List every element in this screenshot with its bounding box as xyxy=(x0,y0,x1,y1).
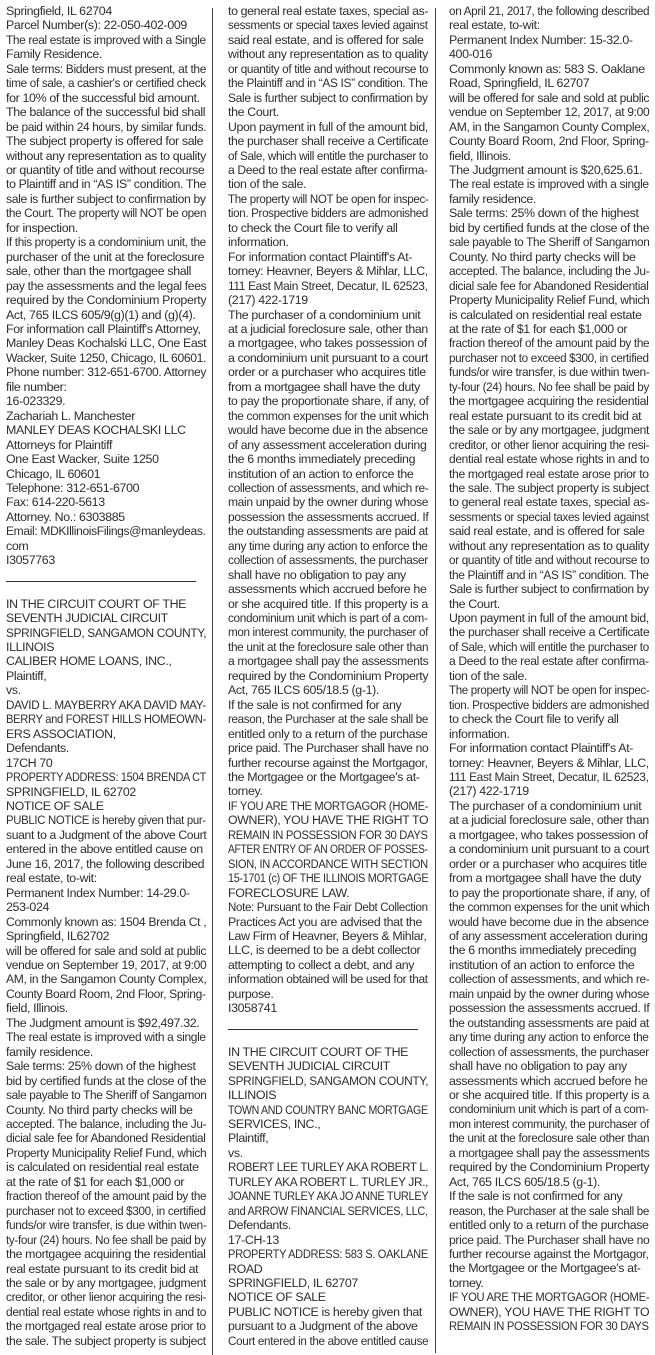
notice-text-line: for inspection. xyxy=(6,220,78,235)
notice-text-line: the Court. xyxy=(228,105,279,120)
notice-text-line: the sale or by any mortgagee, judgment xyxy=(6,1275,207,1290)
notice-text-line: Family Residence. xyxy=(6,47,102,62)
notice-text-line: CALIBER HOME LOANS, INC., xyxy=(6,654,172,669)
notice-text-line: at a judicial foreclosure sale, other than xyxy=(449,813,649,828)
notice-text-line: Sale terms: Bidders must present, at the xyxy=(6,61,207,76)
notice-text-line: Practices Act you are advised that the xyxy=(228,914,423,929)
notice-text-line: dential real estate whose rights in and to xyxy=(6,1304,207,1319)
notice-text-line: field, Illinois. xyxy=(6,1001,68,1016)
notice-text-line: to general real estate taxes, special as- xyxy=(228,4,429,18)
notice-text-line: vendue on September 19, 2017, at 9:00 xyxy=(6,958,207,972)
notice-text-line: vs. xyxy=(6,683,21,698)
notice-text-line: said real estate, and is offered for sale xyxy=(449,524,645,539)
notice-text-line: Sale terms: 25% down of the highest xyxy=(6,1059,196,1074)
notice-text-line: For information contact Plaintiff's At- xyxy=(449,741,634,756)
notice-text-line: Plaintiff, xyxy=(6,668,47,683)
notice-text-line: on April 21, 2017, the following described xyxy=(449,4,650,18)
notice-text-line: Plaintiff, xyxy=(228,1131,269,1146)
notice-text-line: purchaser of the unit at the foreclosure xyxy=(6,249,205,264)
notice-text-line: and ARROW FINANCIAL SERVICES, LLC, xyxy=(228,1203,428,1218)
notice-text-line: NOTICE OF SALE xyxy=(6,799,104,814)
legal-notice-block xyxy=(449,4,649,1334)
notice-text-line: IN THE CIRCUIT COURT OF THE xyxy=(6,596,187,611)
notice-text-line: family residence. xyxy=(6,1044,94,1059)
notice-text-line: Sale is further subject to confirmation by xyxy=(449,582,649,597)
notice-text-line: pursuant to a Judgment of the above xyxy=(228,1319,418,1334)
notice-text-line: entered in the above entitled cause on xyxy=(6,842,203,857)
notice-text-line: REMAIN IN POSSESSION FOR 30 DAYS xyxy=(228,827,428,842)
notice-text-line: PROPERTY ADDRESS: 583 S. OAKLANE xyxy=(228,1247,428,1262)
notice-text-line: accepted. The balance, including the Ju- xyxy=(6,1116,207,1131)
notice-text-line: collection of assessments, and which re- xyxy=(449,972,650,987)
notice-text-line: field, Illinois. xyxy=(449,148,511,163)
notice-text-line: Property Municipality Relief Fund, which xyxy=(449,293,650,308)
notice-text-line: IF YOU ARE THE MORTGAGOR (HOME- xyxy=(449,1290,650,1305)
notice-text-line: assessments which accrued before he xyxy=(449,1073,648,1088)
notice-text-line: any time during any action to enforce the xyxy=(449,1030,649,1045)
notice-text-line: to pay the proportionate share, if any, of xyxy=(228,394,429,409)
notice-text-line: NOTICE OF SALE xyxy=(228,1290,326,1305)
notice-text-line: Zachariah L. Manchester xyxy=(6,408,136,423)
notice-text-line: the mortgaged real estate arose prior to xyxy=(6,1319,206,1334)
notice-text-line: will be offered for sale and sold at public xyxy=(449,90,650,105)
notice-text-line: would have become due in the absence xyxy=(228,423,428,438)
notice-text-line: the Plaintiff and in “AS IS” condition. The xyxy=(449,567,649,582)
notice-text-line: The Judgment amount is $20,625.61. xyxy=(449,162,643,177)
column-2 xyxy=(228,4,428,1348)
notice-text-line: order or a purchaser who acquires title xyxy=(228,365,426,380)
notice-text-line: 17CH 70 xyxy=(6,755,53,770)
notice-text-line: information obtained will be used for that xyxy=(228,972,428,987)
notice-text-line: the sale or by any mortgagee, judgment xyxy=(449,423,650,438)
notice-text-line: 17-CH-13 xyxy=(228,1232,279,1247)
notice-text-line: com xyxy=(6,538,29,553)
notice-text-line: tion. Prospective bidders are admonished xyxy=(228,206,428,221)
notice-text-line: the Mortgagee or the Mortgagee's at- xyxy=(449,1261,641,1276)
notice-text-line: torney: Heavner, Beyers & Mihlar, LLC, xyxy=(228,264,428,279)
notice-text-line: suant to a Judgment of the above Court xyxy=(6,827,207,842)
notice-text-line: AM, in the Sangamon County Complex, xyxy=(449,119,650,134)
notice-text-line: (217) 422-1719 xyxy=(228,293,308,308)
notice-text-line: SION, IN ACCORDANCE WITH SECTION xyxy=(228,856,428,871)
notice-text-line: sale, other than the mortgagee shall xyxy=(6,264,192,279)
notice-text-line: any time during any action to enforce the xyxy=(228,538,428,553)
notice-text-line: the unit at the foreclosure sale other than xyxy=(228,639,429,654)
notice-text-line: funds/or wire transfer, is due within twen- xyxy=(449,365,650,380)
notice-text-line: The real estate is improved with a Single xyxy=(6,32,206,47)
notice-text-line: at the rate of $1 for each $1,000 or xyxy=(449,321,628,336)
notice-text-line: 253-024 xyxy=(6,900,50,915)
notice-text-line: ty-four (24) hours. No fee shall be paid by xyxy=(6,1232,206,1247)
notice-text-line: If the sale is not confirmed for any xyxy=(228,697,402,712)
notice-text-line: Springfield, IL62702 xyxy=(6,929,110,944)
notice-text-line: TOWN AND COUNTRY BANC MORTGAGE xyxy=(228,1102,428,1117)
notice-text-line: for 10% of the successful bid amount. xyxy=(6,90,200,105)
notice-separator-rule xyxy=(228,1029,418,1030)
notice-text-line: or quantity of title and without recourse to xyxy=(228,61,429,76)
notice-text-line: real estate pursuant to its credit bid at xyxy=(449,408,642,423)
notice-text-line: fraction thereof of the amount paid by the xyxy=(449,336,650,351)
notice-text-line: the mortgagee acquiring the residential xyxy=(449,394,649,409)
notice-text-line: attempting to collect a debt, and any xyxy=(228,957,415,972)
notice-text-line: The real estate is improved with a single xyxy=(6,1030,206,1045)
notice-text-line: DAVID L. MAYBERRY AKA DAVID MAY- xyxy=(6,697,206,712)
notice-text-line: entitled only to a return of the purchase xyxy=(449,1218,649,1233)
notice-text-line: Act, 765 ILCS 605/9(g)(1) and (g)(4). xyxy=(6,307,196,322)
notice-text-line: The purchaser of a condominium unit xyxy=(228,307,421,322)
notice-text-line: collection of assessments, and which re- xyxy=(228,480,429,495)
notice-text-line: torney. xyxy=(228,784,263,799)
notice-text-line: of Sale, which will entitle the purchaser to xyxy=(449,639,649,654)
notice-text-line: at a judicial foreclosure sale, other than xyxy=(228,321,428,336)
notice-text-line: I3058741 xyxy=(228,1001,277,1016)
notice-text-line: Fax: 614-220-5613 xyxy=(6,495,105,510)
notice-text-line: the purchaser shall receive a Certificate xyxy=(449,625,650,640)
notice-text-line: tion of the sale. xyxy=(449,668,528,683)
notice-text-line: The balance of the successful bid shall xyxy=(6,105,206,120)
notice-text-line: price paid. The Purchaser shall have no xyxy=(228,741,429,756)
notice-text-line: to check the Court file to verify all xyxy=(228,220,398,235)
notice-text-line: Manley Deas Kochalski LLC, One East xyxy=(6,336,207,351)
notice-text-line: required by the Condominium Property xyxy=(449,1160,650,1175)
notice-text-line: a condominium unit pursuant to a court xyxy=(449,842,649,857)
notice-text-line: vendue on September 12, 2017, at 9:00 xyxy=(449,105,650,120)
notice-text-line: If the sale is not confirmed for any xyxy=(449,1189,623,1204)
legal-notice-block xyxy=(228,4,428,1016)
notice-text-line: a Deed to the real estate after confirma- xyxy=(449,654,649,669)
notice-text-line: ERS ASSOCIATION, xyxy=(6,726,116,741)
notice-text-line: (217) 422-1719 xyxy=(449,784,529,799)
notice-text-line: SPRINGFIELD, IL 62707 xyxy=(228,1275,358,1290)
notice-text-line: June 16, 2017, the following described xyxy=(6,856,205,871)
notice-text-line: torney: Heavner, Beyers & Mihlar, LLC, xyxy=(449,755,649,770)
notice-text-line: County. No third party checks will be xyxy=(449,249,636,264)
notice-text-line: purchaser not to exceed $300, in certified xyxy=(449,350,649,365)
notice-text-line: institution of an action to enforce the xyxy=(228,466,414,481)
notice-text-line: is calculated on residential real estate xyxy=(449,307,642,322)
notice-text-line: Upon payment in full of the amount bid, xyxy=(228,119,428,134)
notice-text-line: creditor, or other lienor acquiring the resi- xyxy=(449,437,650,452)
notice-text-line: is calculated on residential real estate xyxy=(6,1160,199,1175)
notice-text-line: to general real estate taxes, special as- xyxy=(449,495,650,510)
notice-text-line: the common expenses for the unit which xyxy=(228,408,429,423)
notice-text-line: FORECLOSURE LAW. xyxy=(228,885,350,900)
notice-text-line: tion. Prospective bidders are admonished xyxy=(449,697,649,712)
notice-text-line: the sale. The subject property is subject xyxy=(449,480,649,495)
notice-text-line: Attorney. No.: 6303885 xyxy=(6,509,125,524)
notice-text-line: purchaser not to exceed $300, in certified xyxy=(6,1203,206,1218)
notice-text-line: Note: Pursuant to the Fair Debt Collection xyxy=(228,900,428,915)
notice-text-line: information. xyxy=(449,726,510,741)
notice-text-line: Commonly known as: 583 S. Oaklane xyxy=(449,61,645,76)
notice-text-line: Phone number: 312-651-6700. Attorney xyxy=(6,365,207,380)
notice-text-line: torney. xyxy=(449,1275,484,1290)
notice-text-line: Road, Springfield, IL 62707 xyxy=(449,76,590,91)
notice-text-line: accepted. The balance, including the Ju- xyxy=(449,264,650,279)
notice-text-line: pay the assessments and the legal fees xyxy=(6,278,207,293)
notice-text-line: price paid. The Purchaser shall have no xyxy=(449,1232,650,1247)
notice-text-line: a mortgagee, who takes possession of xyxy=(228,336,427,351)
notice-text-line: dicial sale fee for Abandoned Residential xyxy=(6,1131,206,1146)
notice-text-line: fraction thereof of the amount paid by the xyxy=(6,1189,207,1204)
notice-text-line: OWNER), YOU HAVE THE RIGHT TO xyxy=(449,1304,650,1319)
notice-text-line: file number: xyxy=(6,379,67,394)
notice-text-line: Attorneys for Plaintiff xyxy=(6,437,113,452)
notice-text-line: 111 East Main Street, Decatur, IL 62523, xyxy=(449,770,649,785)
notice-text-line: the outstanding assessments are paid at xyxy=(228,524,428,539)
notice-text-line: 400-016 xyxy=(449,47,493,62)
notice-text-line: The real estate is improved with a single xyxy=(449,177,649,192)
notice-text-line: collection of assessments, the purchaser xyxy=(449,1044,649,1059)
notice-text-line: without any representation as to quality xyxy=(449,538,649,553)
notice-text-line: Upon payment in full of the amount bid, xyxy=(449,611,649,626)
notice-text-line: Chicago, IL 60601 xyxy=(6,466,101,481)
notice-text-line: or she acquired title. If this property is a xyxy=(228,596,428,611)
notice-text-line: SERVICES, INC., xyxy=(228,1116,321,1131)
column-3 xyxy=(449,4,649,1334)
notice-text-line: Parcel Number(s): 22-050-402-009 xyxy=(6,18,187,33)
notice-text-line: time of sale, a cashier's or certified check xyxy=(6,76,206,91)
notice-text-line: purpose. xyxy=(228,986,274,1001)
notice-text-line: IN THE CIRCUIT COURT OF THE xyxy=(228,1044,409,1059)
notice-text-line: Court entered in the above entitled cause xyxy=(228,1333,429,1348)
notice-text-line: tion of the sale. xyxy=(228,177,307,192)
notice-text-line: dential real estate whose rights in and to xyxy=(449,452,650,467)
notice-text-line: Defendants. xyxy=(6,741,69,756)
notice-text-line: the sale. The subject property is subject xyxy=(6,1333,206,1348)
notice-text-line: PUBLIC NOTICE is hereby given that pur- xyxy=(6,813,206,828)
notice-text-line: institution of an action to enforce the xyxy=(449,957,635,972)
notice-separator-rule xyxy=(6,581,196,582)
notice-text-line: the common expenses for the unit which xyxy=(449,900,650,915)
notice-text-line: dicial sale fee for Abandoned Residential xyxy=(449,278,649,293)
notice-text-line: REMAIN IN POSSESSION FOR 30 DAYS xyxy=(449,1319,649,1334)
notice-text-line: If this property is a condominium unit, the xyxy=(6,235,206,250)
notice-text-line: OWNER), YOU HAVE THE RIGHT TO xyxy=(228,813,429,828)
notice-text-line: would have become due in the absence xyxy=(449,914,649,929)
notice-text-line: family residence. xyxy=(449,191,537,206)
notice-text-line: assessments which accrued before he xyxy=(228,582,427,597)
notice-text-line: the Plaintiff and in “AS IS” condition. The xyxy=(228,76,428,91)
notice-text-line: the 6 months immediately preceding xyxy=(449,943,637,958)
notice-text-line: SPRINGFIELD, SANGAMON COUNTY, xyxy=(6,625,207,640)
notice-text-line: of Sale, which will entitle the purchaser to xyxy=(228,148,428,163)
notice-text-line: real estate pursuant to its credit bid at xyxy=(6,1261,199,1276)
notice-text-line: sessments or special taxes levied against xyxy=(449,509,649,524)
notice-text-line: Email: MDKIllinoisFilings@manleydeas. xyxy=(6,524,206,539)
notice-text-line: IF YOU ARE THE MORTGAGOR (HOME- xyxy=(228,798,429,813)
notice-text-line: sessments or special taxes levied against xyxy=(228,18,428,33)
notice-text-line: ty-four (24) hours. No fee shall be paid by xyxy=(449,379,649,394)
notice-text-line: PUBLIC NOTICE is hereby given that xyxy=(228,1304,423,1319)
notice-text-line: without any representation as to quality xyxy=(228,47,428,62)
notice-text-line: County. No third party checks will be xyxy=(6,1102,193,1117)
notice-text-line: a mortgagee shall pay the assessments xyxy=(228,654,429,669)
notice-text-line: from a mortgagee shall have the duty xyxy=(449,871,641,886)
notice-text-line: sale is further subject to confirmation by xyxy=(6,191,206,206)
notice-text-line: bid by certified funds at the close of the xyxy=(6,1073,207,1088)
notice-text-line: 16-023329. xyxy=(6,394,66,409)
notice-text-line: 15-1701 (c) OF THE ILLINOIS MORTGAGE xyxy=(228,871,429,886)
notice-text-line: Act, 765 ILCS 605/18.5 (g-1). xyxy=(449,1174,601,1189)
notice-text-line: be paid within 24 hours, by similar funds. xyxy=(6,119,207,134)
notice-text-line: ILLINOIS xyxy=(6,640,55,655)
notice-text-line: MANLEY DEAS KOCHALSKI LLC xyxy=(6,423,186,438)
notice-text-line: Defendants. xyxy=(228,1218,291,1233)
notice-text-line: BERRY and FOREST HILLS HOMEOWN- xyxy=(6,712,206,727)
notice-text-line: a mortgagee shall pay the assessments xyxy=(449,1145,650,1160)
notice-text-line: Act, 765 ILCS 605/18.5 (g-1). xyxy=(228,683,380,698)
notice-text-line: ROAD xyxy=(228,1261,263,1276)
notice-text-line: required by the Condominium Property xyxy=(6,293,207,308)
notice-text-line: reason, the Purchaser at the sale shall be xyxy=(228,712,428,727)
notice-text-line: at the rate of $1 for each $1,000 or xyxy=(6,1174,185,1189)
notice-text-line: to Plaintiff and in “AS IS” condition. The xyxy=(6,177,207,192)
notice-text-line: collection of assessments, the purchaser xyxy=(228,553,428,568)
legal-notice-block xyxy=(228,1045,428,1349)
notice-text-line: sale payable to The Sheriff of Sangamon xyxy=(449,235,650,250)
notice-text-line: Sale terms: 25% down of the highest xyxy=(449,206,639,221)
notice-text-line: or quantity of title and without recourse xyxy=(6,162,205,177)
notice-text-line: bid by certified funds at the close of the xyxy=(449,220,650,235)
notice-text-line: the 6 months immediately preceding xyxy=(228,452,416,467)
notice-text-line: shall have no obligation to pay any xyxy=(228,567,406,582)
notice-text-line: or she acquired title. If this property is a xyxy=(449,1087,649,1102)
notice-text-line: of any assessment acceleration during xyxy=(228,437,427,452)
notice-text-line: reason, the Purchaser at the sale shall be xyxy=(449,1203,649,1218)
notice-text-line: a Deed to the real estate after confirma- xyxy=(228,162,428,177)
column-1 xyxy=(6,4,206,1348)
notice-text-line: Law Firm of Heavner, Beyers & Mihlar, xyxy=(228,929,427,943)
notice-text-line: will be offered for sale and sold at public xyxy=(6,943,207,958)
legal-notice-block xyxy=(6,4,206,568)
notice-text-line: the Court. The property will NOT be open xyxy=(6,206,207,221)
notice-text-line: The Judgment amount is $92,497.32. xyxy=(6,1015,200,1030)
notice-text-line: said real estate, and is offered for sale xyxy=(228,32,424,47)
notice-text-line: entitled only to a return of the purchase xyxy=(228,726,428,741)
notice-text-line: order or a purchaser who acquires title xyxy=(449,856,647,871)
notice-text-line: of any assessment acceleration during xyxy=(449,929,648,943)
notice-text-line: TURLEY AKA ROBERT L. TURLEY JR., xyxy=(228,1174,429,1189)
notice-text-line: ILLINOIS xyxy=(228,1088,277,1103)
notice-text-line: AFTER ENTRY OF AN ORDER OF POSSES- xyxy=(228,842,428,857)
notice-text-line: The subject property is offered for sale xyxy=(6,134,204,149)
notice-text-line: vs. xyxy=(228,1145,243,1160)
notice-text-line: shall have no obligation to pay any xyxy=(449,1059,627,1074)
notice-text-line: real estate, to-wit: xyxy=(6,871,97,886)
notice-text-line: condominium unit which is part of a com- xyxy=(228,611,428,626)
column-divider xyxy=(212,8,213,1355)
notice-text-line: For information contact Plaintiff's At- xyxy=(228,249,413,264)
notice-text-line: SEVENTH JUDICIAL CIRCUIT xyxy=(228,1059,390,1074)
notice-text-line: a mortgagee, who takes possession of xyxy=(449,827,648,842)
notice-text-line: Springfield, IL 62704 xyxy=(6,4,112,18)
notice-text-line: Wacker, Suite 1250, Chicago, IL 60601. xyxy=(6,350,207,365)
notice-text-line: further recourse against the Mortgagor, xyxy=(228,755,428,770)
legal-notice-block xyxy=(6,597,206,1349)
notice-text-line: Permanent Index Number: 15-32.0- xyxy=(449,32,633,47)
notice-text-line: LLC, is deemed to be a debt collector xyxy=(228,943,421,958)
notice-text-line: the Court. xyxy=(449,596,500,611)
notice-text-line: ROBERT LEE TURLEY AKA ROBERT L. xyxy=(228,1160,429,1175)
notice-text-line: funds/or wire transfer, is due within twen- xyxy=(6,1218,207,1233)
notice-text-line: to check the Court file to verify all xyxy=(449,712,619,727)
notice-text-line: Commonly known as: 1504 Brenda Ct , xyxy=(6,914,207,929)
notice-text-line: possession the assessments accrued. If xyxy=(228,509,429,524)
notice-text-line: creditor, or other lienor acquiring the resi- xyxy=(6,1290,207,1305)
notice-text-line: the Mortgagee or the Mortgagee's at- xyxy=(228,770,420,785)
notice-text-line: or quantity of title and without recourse to xyxy=(449,553,650,568)
notice-text-line: Telephone: 312-651-6700 xyxy=(6,480,140,495)
notice-text-line: mon interest community, the purchaser of xyxy=(228,625,429,640)
notice-text-line: For information call Plaintiff's Attorney, xyxy=(6,321,201,336)
notice-text-line: from a mortgagee shall have the duty xyxy=(228,379,420,394)
notice-text-line: PROPERTY ADDRESS: 1504 BRENDA CT xyxy=(6,770,206,785)
notice-text-line: Permanent Index Number: 14-29.0- xyxy=(6,885,190,900)
notice-text-line: I3057763 xyxy=(6,553,55,568)
notice-text-line: mon interest community, the purchaser of xyxy=(449,1116,650,1131)
notice-text-line: JOANNE TURLEY AKA JO ANNE TURLEY xyxy=(228,1189,429,1204)
notice-text-line: County Board Room, 2nd Floor, Spring- xyxy=(6,986,206,1001)
notice-text-line: main unpaid by the owner during whose xyxy=(449,986,650,1001)
notice-text-line: 111 East Main Street, Decatur, IL 62523, xyxy=(228,278,428,293)
notice-text-line: to pay the proportionate share, if any, of xyxy=(449,885,650,900)
notice-text-line: the mortgagee acquiring the residential xyxy=(6,1247,206,1262)
notice-text-line: condominium unit which is part of a com- xyxy=(449,1102,649,1117)
notice-text-line: the purchaser shall receive a Certificate xyxy=(228,134,429,149)
notice-text-line: The purchaser of a condominium unit xyxy=(449,798,642,813)
notice-text-line: a condominium unit pursuant to a court xyxy=(228,350,428,365)
notice-text-line: sale payable to The Sheriff of Sangamon xyxy=(6,1088,207,1103)
notice-text-line: the mortgaged real estate arose prior to xyxy=(449,466,649,481)
notice-text-line: One East Wacker, Suite 1250 xyxy=(6,452,159,467)
notice-text-line: the unit at the foreclosure sale other than xyxy=(449,1131,650,1146)
notice-text-line: The property will NOT be open for inspec- xyxy=(449,683,650,698)
notice-text-line: SPRINGFIELD, SANGAMON COUNTY, xyxy=(228,1073,429,1088)
notice-text-line: information. xyxy=(228,235,289,250)
notice-text-line: real estate, to-wit: xyxy=(449,18,540,33)
notice-text-line: possession the assessments accrued. If xyxy=(449,1001,650,1016)
notice-text-line: SPRINGFIELD, IL 62702 xyxy=(6,784,136,799)
notice-text-line: SEVENTH JUDICIAL CIRCUIT xyxy=(6,611,168,626)
notice-text-line: main unpaid by the owner during whose xyxy=(228,495,429,510)
column-divider xyxy=(435,8,436,1353)
notice-text-line: the outstanding assessments are paid at xyxy=(449,1015,649,1030)
notice-text-line: AM, in the Sangamon County Complex, xyxy=(6,972,207,987)
notice-text-line: Sale is further subject to confirmation by xyxy=(228,90,428,105)
notice-text-line: County Board Room, 2nd Floor, Spring- xyxy=(449,134,649,149)
notice-text-line: Property Municipality Relief Fund, which xyxy=(6,1145,207,1160)
notice-text-line: The property will NOT be open for inspec- xyxy=(228,191,429,206)
notice-text-line: required by the Condominium Property xyxy=(228,668,429,683)
notice-text-line: further recourse against the Mortgagor, xyxy=(449,1246,649,1261)
notice-text-line: without any representation as to quality xyxy=(6,148,206,163)
